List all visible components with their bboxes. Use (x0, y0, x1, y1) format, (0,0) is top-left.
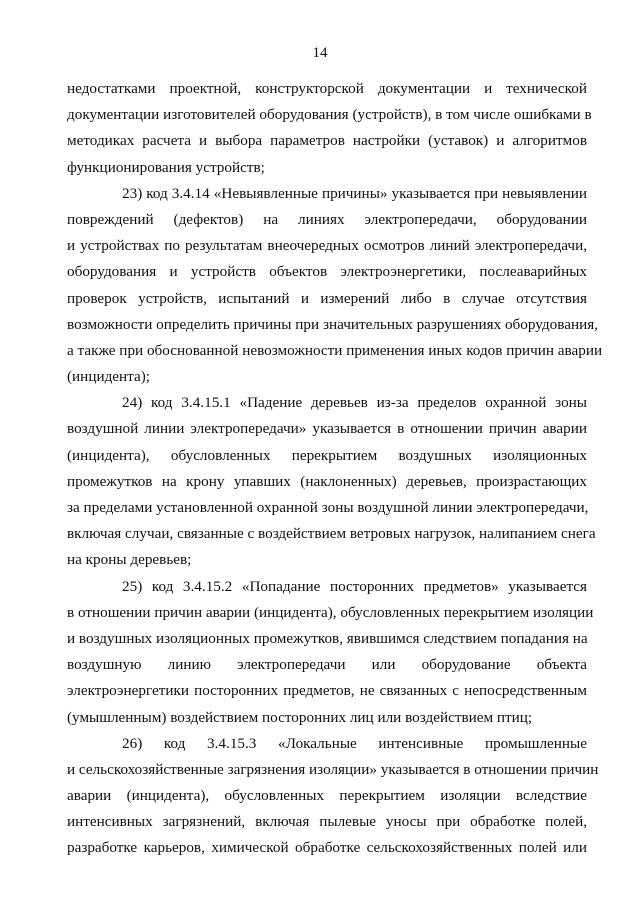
text-line: недостатками проектной, конструкторской документации и технической (67, 80, 587, 97)
text-line: и сельскохозяйственные загрязнения изоляции» указывается в отношении причин (67, 760, 599, 778)
text-line: функционирования устройств; (67, 158, 265, 176)
text-line: разработке карьеров, химической обработке сельскохозяйственных полей или (67, 839, 587, 857)
paragraph-item-26 (67, 731, 599, 862)
text-line: документации изготовителей оборудования (устройств), в том числе ошибками в (67, 106, 592, 124)
text-line: оборудования и устройств объектов электроэнергетики, послеаварийных (67, 263, 587, 281)
text-line: методиках расчета и выбора параметров настройки (уставок) и алгоритмов (67, 132, 587, 150)
text-line: 24) код 3.4.15.1 «Падение деревьев из-за пределов охранной зоны (122, 394, 587, 412)
text-line: возможности определить причины при значительных разрушениях оборудования, (67, 315, 598, 333)
paragraph-continuation (67, 76, 592, 181)
text-line: воздушной линии электропередачи» указывается в отношении причин аварии (67, 420, 587, 438)
text-line: 23) код 3.4.14 «Невыявленные причины» указывается при невыявлении (122, 184, 587, 202)
paragraph-item-23 (67, 181, 603, 391)
text-line: за пределами установленной охранной зоны воздушной линии электропередачи, (67, 499, 589, 516)
text-line: интенсивных загрязнений, включая пылевые уносы при обработке полей, (67, 813, 587, 831)
text-line: и воздушных изоляционных промежутков, явившимся следствием попадания на (67, 629, 588, 647)
text-line: (умышленным) воздействием посторонних лиц или воздействием птиц; (67, 708, 533, 726)
text-line: включая случаи, связанные с воздействием ветровых нагрузок, налипанием снега (67, 525, 596, 543)
text-line: повреждений (дефектов) на линиях электропередачи, оборудовании (67, 210, 587, 228)
text-line: (инцидента); (67, 368, 151, 386)
text-line: на кроны деревьев; (67, 551, 192, 569)
text-line: воздушную линию электропередачи или оборудование объекта (67, 656, 587, 674)
paragraph-item-24 (67, 390, 596, 573)
text-line: а также при обоснованной невозможности применения иных кодов причин аварии (67, 341, 603, 359)
text-line: 26) код 3.4.15.3 «Локальные интенсивные промышленные (122, 734, 587, 752)
paragraph-item-25 (67, 574, 594, 731)
text-line: проверок устройств, испытаний и измерений либо в случае отсутствия (67, 289, 587, 307)
document-body (67, 76, 603, 862)
text-line: промежутков на крону упавших (наклоненных) деревьев, произрастающих (67, 472, 587, 490)
text-line: и устройствах по результатам внеочередных осмотров линий электропередачи, (67, 237, 587, 255)
page-number: 14 (312, 45, 328, 61)
text-line: (инцидента), обусловленных перекрытием воздушных изоляционных (67, 446, 587, 464)
text-line: 25) код 3.4.15.2 «Попадание посторонних предметов» указывается (122, 577, 587, 595)
text-line: электроэнергетики посторонних предметов, не связанных с непосредственным (67, 682, 587, 700)
text-line: аварии (инцидента), обусловленных перекрытием изоляции вследствие (67, 787, 587, 805)
text-line: в отношении причин аварии (инцидента), обусловленных перекрытием изоляции (67, 603, 594, 621)
